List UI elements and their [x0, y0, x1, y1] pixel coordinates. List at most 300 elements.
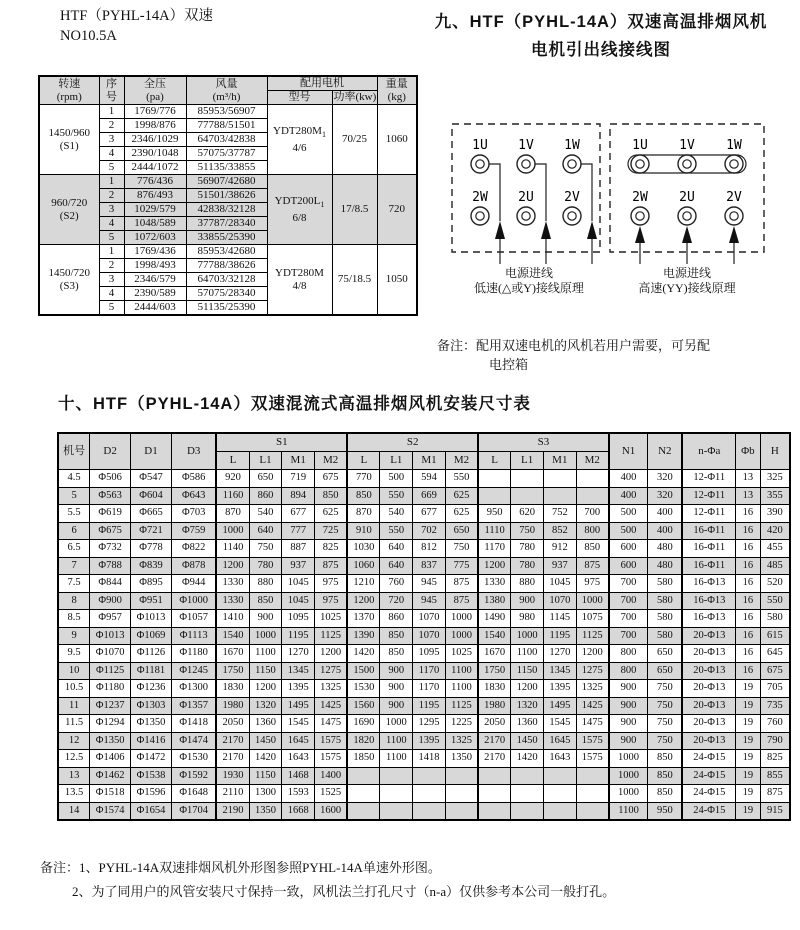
col-d2: D2 — [90, 433, 131, 470]
terminal-label: 1V — [679, 138, 695, 153]
dim-cell: 1495 — [282, 697, 315, 715]
dim-cell: 1200 — [216, 557, 249, 575]
dim-cell: 20-Φ13 — [682, 697, 735, 715]
dim-cell: 1450 — [511, 732, 544, 750]
dim-cell: 850 — [648, 767, 683, 785]
col-s2-m2: M2 — [445, 452, 478, 470]
flow-cell: 51135/33855 — [186, 161, 267, 175]
wire — [489, 164, 500, 221]
dim-cell: 1575 — [315, 732, 348, 750]
model-line1: HTF（PYHL-14A）双速 — [60, 8, 214, 24]
dim-cell: 900 — [511, 592, 544, 610]
dim-cell — [543, 785, 576, 803]
dim-cell: 1690 — [347, 715, 380, 733]
dim-cell: 13 — [736, 487, 761, 505]
dim-cell: 1830 — [216, 680, 249, 698]
dim-cell: Φ822 — [171, 540, 216, 558]
dim-cell: 1170 — [478, 540, 511, 558]
dim-cell: 540 — [380, 505, 413, 523]
dim-cell: 850 — [380, 645, 413, 663]
dim-cell: 850 — [648, 785, 683, 803]
dim-cell: 800 — [609, 662, 648, 680]
dim-cell: Φ788 — [90, 557, 131, 575]
seq-cell: 2 — [99, 189, 124, 203]
dim-cell: 1750 — [216, 662, 249, 680]
flow-cell: 51135/25390 — [186, 301, 267, 316]
dim-cell: 4.5 — [58, 470, 90, 488]
dim-cell: 5 — [58, 487, 90, 505]
dim-cell: 24-Φ15 — [682, 785, 735, 803]
dim-cell: Φ951 — [131, 592, 172, 610]
dim-cell: 24-Φ15 — [682, 750, 735, 768]
dim-cell: 16 — [736, 610, 761, 628]
dim-cell: 750 — [249, 540, 282, 558]
dim-cell: Φ1530 — [171, 750, 216, 768]
dim-cell: 950 — [648, 802, 683, 820]
dim-cell: 1330 — [216, 592, 249, 610]
dim-cell: 11 — [58, 697, 90, 715]
dim-cell: 16 — [736, 627, 761, 645]
dim-cell: 875 — [315, 557, 348, 575]
dim-cell: 12-Φ11 — [682, 505, 735, 523]
dim-row — [58, 487, 790, 505]
dim-cell: 2170 — [478, 732, 511, 750]
motor-model-cell: $YDT280M_1$ 4/6 — [267, 105, 332, 175]
dim-cell: 825 — [760, 750, 790, 768]
seq-cell: 2 — [99, 119, 124, 133]
col-seq: 序 号 — [99, 76, 124, 105]
dim-cell — [543, 802, 576, 820]
dim-cell: 920 — [216, 470, 249, 488]
pressure-cell: 1998/876 — [124, 119, 186, 133]
dim-cell: 650 — [249, 470, 282, 488]
dim-cell: 480 — [648, 540, 683, 558]
col-s3-l: L — [478, 452, 511, 470]
dim-cell — [511, 767, 544, 785]
dim-cell: 1100 — [445, 680, 478, 698]
dim-cell: 1045 — [282, 592, 315, 610]
pressure-cell: 2390/1048 — [124, 147, 186, 161]
dim-cell: 16 — [736, 592, 761, 610]
dim-cell: 1125 — [445, 697, 478, 715]
dim-cell: 1275 — [576, 662, 609, 680]
dim-cell: 1140 — [216, 540, 249, 558]
dim-cell: 1575 — [576, 750, 609, 768]
dim-cell: 1325 — [445, 732, 478, 750]
dim-cell: 750 — [511, 522, 544, 540]
dim-cell: 1200 — [511, 680, 544, 698]
dim-cell: Φ1245 — [171, 662, 216, 680]
dim-cell: 400 — [648, 505, 683, 523]
footnotes — [40, 858, 615, 901]
flow-cell: 85953/42680 — [186, 245, 267, 259]
dim-cell: 550 — [380, 487, 413, 505]
dim-cell: 1380 — [478, 592, 511, 610]
dim-cell: Φ1069 — [131, 627, 172, 645]
dim-cell: 485 — [760, 557, 790, 575]
dim-cell: 700 — [609, 575, 648, 593]
dim-cell: 1560 — [347, 697, 380, 715]
pressure-cell: 1769/436 — [124, 245, 186, 259]
dim-cell: Φ957 — [90, 610, 131, 628]
col-n2: N2 — [648, 433, 683, 470]
dim-cell: 1350 — [249, 802, 282, 820]
dim-cell: 1045 — [282, 575, 315, 593]
dim-cell: Φ1418 — [171, 715, 216, 733]
dim-cell: 915 — [760, 802, 790, 820]
dim-row — [58, 680, 790, 698]
dim-cell: 1645 — [282, 732, 315, 750]
dim-cell: 850 — [347, 487, 380, 505]
speed-cell: 1450/960 (S1) — [39, 105, 99, 175]
dim-cell — [576, 785, 609, 803]
dim-cell: Φ1574 — [90, 802, 131, 820]
dim-cell: 1420 — [249, 750, 282, 768]
dim-cell: 900 — [380, 697, 413, 715]
dim-cell: 677 — [413, 505, 446, 523]
dim-cell: 750 — [648, 697, 683, 715]
dim-cell: 675 — [315, 470, 348, 488]
dim-cell: 1425 — [315, 697, 348, 715]
col-group-s3: S3 — [478, 433, 609, 452]
dim-cell: 852 — [543, 522, 576, 540]
flow-cell: 77788/38626 — [186, 259, 267, 273]
dim-cell: 850 — [648, 750, 683, 768]
dim-header-row1 — [58, 433, 790, 452]
col-group-s1: S1 — [216, 433, 347, 452]
dim-cell: 20-Φ13 — [682, 715, 735, 733]
col-s1-l1: L1 — [249, 452, 282, 470]
motor-power-cell: 70/25 — [332, 105, 377, 175]
dim-cell: 12-Φ11 — [682, 487, 735, 505]
dim-cell: 945 — [413, 592, 446, 610]
dim-cell: Φ1592 — [171, 767, 216, 785]
dim-cell — [576, 767, 609, 785]
footnote-line1: 备注：1、PYHL-14A双速排烟风机外形图参照PYHL-14A单速外形图。 — [40, 860, 441, 875]
dim-cell: 900 — [380, 680, 413, 698]
dim-cell: Φ1126 — [131, 645, 172, 663]
seq-cell: 2 — [99, 259, 124, 273]
dim-cell: Φ1180 — [90, 680, 131, 698]
dim-cell: 900 — [609, 697, 648, 715]
dim-cell: Φ1474 — [171, 732, 216, 750]
dim-row — [58, 750, 790, 768]
dim-cell: 900 — [249, 610, 282, 628]
dim-cell: 16 — [736, 557, 761, 575]
dim-cell: 1645 — [543, 732, 576, 750]
weight-cell: 720 — [377, 175, 417, 245]
dim-cell: 19 — [736, 697, 761, 715]
dim-cell: 640 — [380, 557, 413, 575]
dim-cell: 400 — [648, 522, 683, 540]
col-d1: D1 — [131, 433, 172, 470]
low-speed-caption: 电源进线 低速(△或Y)接线原理 — [474, 266, 584, 295]
dim-cell: 880 — [249, 575, 282, 593]
dim-cell: 1490 — [478, 610, 511, 628]
dim-cell: 594 — [413, 470, 446, 488]
terminal-label: 2V — [726, 190, 742, 205]
dim-cell: 900 — [609, 715, 648, 733]
dim-cell: Φ1350 — [90, 732, 131, 750]
dim-cell: 1300 — [249, 785, 282, 803]
dim-cell: 1160 — [216, 487, 249, 505]
dim-cell: 2110 — [216, 785, 249, 803]
dim-cell: 9 — [58, 627, 90, 645]
dim-cell: Φ1357 — [171, 697, 216, 715]
dim-cell: 1150 — [511, 662, 544, 680]
dim-cell: 750 — [648, 732, 683, 750]
dim-cell: 1980 — [216, 697, 249, 715]
dim-cell: 615 — [760, 627, 790, 645]
dim-cell: Φ1070 — [90, 645, 131, 663]
dim-cell: 8.5 — [58, 610, 90, 628]
arrow-up-icon — [635, 226, 645, 243]
dim-cell: 875 — [760, 785, 790, 803]
dim-cell: Φ1125 — [90, 662, 131, 680]
dim-cell: 705 — [760, 680, 790, 698]
dim-cell: 16-Φ11 — [682, 522, 735, 540]
dim-cell: 2170 — [478, 750, 511, 768]
seq-cell: 3 — [99, 203, 124, 217]
seq-cell: 4 — [99, 147, 124, 161]
dim-cell: Φ1462 — [90, 767, 131, 785]
dim-cell: 780 — [249, 557, 282, 575]
dim-cell: 1000 — [576, 592, 609, 610]
pressure-cell: 1048/589 — [124, 217, 186, 231]
dim-cell: 16-Φ13 — [682, 610, 735, 628]
dim-cell: 16 — [736, 575, 761, 593]
terminal-label: 1U — [632, 138, 648, 153]
terminal-label: 1U — [472, 138, 488, 153]
col-motor-group: 配用电机 — [267, 76, 377, 91]
col-motor-model: 型号 — [267, 91, 332, 105]
dim-cell: 1540 — [216, 627, 249, 645]
dim-cell: 2170 — [216, 732, 249, 750]
dim-cell: 6.5 — [58, 540, 90, 558]
col-s3-m1: M1 — [543, 452, 576, 470]
terminal-label: 2V — [564, 190, 580, 205]
dim-cell: 500 — [609, 505, 648, 523]
dim-cell: 719 — [282, 470, 315, 488]
dim-cell: 1070 — [413, 627, 446, 645]
col-h: H — [760, 433, 790, 470]
speed-cell: 960/720 (S2) — [39, 175, 99, 245]
dim-cell: 24-Φ15 — [682, 802, 735, 820]
dim-cell: 1643 — [282, 750, 315, 768]
weight-cell: 1050 — [377, 245, 417, 316]
dim-cell: 580 — [648, 627, 683, 645]
dim-cell: Φ703 — [171, 505, 216, 523]
dim-cell: 1320 — [511, 697, 544, 715]
dim-cell: 1468 — [282, 767, 315, 785]
dim-cell — [478, 487, 511, 505]
dim-cell: 1000 — [609, 785, 648, 803]
dim-cell: 735 — [760, 697, 790, 715]
dim-row — [58, 802, 790, 820]
terminal-label: 1W — [726, 138, 742, 153]
dim-cell: 20-Φ13 — [682, 645, 735, 663]
dim-cell — [511, 802, 544, 820]
dim-cell: 1450 — [249, 732, 282, 750]
dim-cell: 1545 — [543, 715, 576, 733]
dim-cell: 1100 — [380, 750, 413, 768]
dim-cell: 1668 — [282, 802, 315, 820]
seq-cell: 3 — [99, 133, 124, 147]
section10-title: 十、HTF（PYHL-14A）双速混流式高温排烟风机安装尺寸表 — [58, 395, 531, 413]
dim-cell: 1095 — [282, 610, 315, 628]
dim-cell: 1270 — [543, 645, 576, 663]
flow-cell: 64703/42838 — [186, 133, 267, 147]
dim-cell: 850 — [315, 487, 348, 505]
seq-cell: 5 — [99, 231, 124, 245]
dim-cell: 980 — [511, 610, 544, 628]
dim-cell: 1000 — [380, 715, 413, 733]
dim-cell: 1100 — [249, 645, 282, 663]
dim-row — [58, 540, 790, 558]
col-s2-l1: L1 — [380, 452, 413, 470]
dim-cell: 19 — [736, 680, 761, 698]
dim-cell: 7.5 — [58, 575, 90, 593]
dim-cell: 20-Φ13 — [682, 732, 735, 750]
dim-cell: 1045 — [543, 575, 576, 593]
dim-cell: 1200 — [249, 680, 282, 698]
dim-cell: 1830 — [478, 680, 511, 698]
dim-cell: 850 — [576, 540, 609, 558]
dim-cell: 11.5 — [58, 715, 90, 733]
seq-cell: 1 — [99, 105, 124, 119]
dim-cell: 750 — [648, 715, 683, 733]
dim-cell: 1060 — [347, 557, 380, 575]
dim-cell: Φ1236 — [131, 680, 172, 698]
dim-cell: Φ944 — [171, 575, 216, 593]
dim-cell: 1100 — [609, 802, 648, 820]
col-s1-m1: M1 — [282, 452, 315, 470]
dim-cell: 1750 — [478, 662, 511, 680]
dim-cell: 1025 — [315, 610, 348, 628]
dim-cell: 325 — [760, 470, 790, 488]
dim-cell: 677 — [282, 505, 315, 523]
dim-cell: Φ1596 — [131, 785, 172, 803]
dim-cell: 1195 — [543, 627, 576, 645]
flow-cell: 42838/32128 — [186, 203, 267, 217]
dim-cell: 780 — [511, 540, 544, 558]
dim-cell: 1070 — [543, 592, 576, 610]
dim-cell: 1370 — [347, 610, 380, 628]
dim-cell: 855 — [760, 767, 790, 785]
dim-row — [58, 557, 790, 575]
dim-cell: 777 — [282, 522, 315, 540]
dim-cell — [576, 470, 609, 488]
dim-cell: 20-Φ13 — [682, 680, 735, 698]
dim-cell: 640 — [249, 522, 282, 540]
dim-row — [58, 697, 790, 715]
dim-cell: Φ1406 — [90, 750, 131, 768]
terminal-label: 1W — [564, 138, 580, 153]
flow-cell: 85953/56907 — [186, 105, 267, 119]
dim-cell: 1525 — [315, 785, 348, 803]
dim-cell: Φ839 — [131, 557, 172, 575]
dim-cell: 675 — [760, 662, 790, 680]
dim-cell: 700 — [576, 505, 609, 523]
col-n-phi-a: n-Φa — [682, 433, 735, 470]
dim-cell — [347, 767, 380, 785]
dim-cell — [445, 767, 478, 785]
terminal-label: 2U — [518, 190, 534, 205]
dim-cell: Φ895 — [131, 575, 172, 593]
dim-cell — [413, 802, 446, 820]
dim-cell: 1475 — [315, 715, 348, 733]
wiring-diagram-low-speed — [450, 122, 608, 296]
dim-cell: 1400 — [315, 767, 348, 785]
dim-cell: Φ721 — [131, 522, 172, 540]
dim-cell: 880 — [511, 575, 544, 593]
dim-cell: 1360 — [511, 715, 544, 733]
dim-row — [58, 662, 790, 680]
dim-cell: Φ506 — [90, 470, 131, 488]
dim-cell: Φ1180 — [171, 645, 216, 663]
dim-cell — [576, 487, 609, 505]
pressure-cell: 1029/579 — [124, 203, 186, 217]
dim-cell: 875 — [445, 575, 478, 593]
terminal-label: 2U — [679, 190, 695, 205]
dim-cell: 1410 — [216, 610, 249, 628]
dim-cell: 2050 — [478, 715, 511, 733]
seq-cell: 4 — [99, 287, 124, 301]
dim-cell: 1418 — [413, 750, 446, 768]
dim-cell: 355 — [760, 487, 790, 505]
dim-cell: Φ643 — [171, 487, 216, 505]
dim-cell: Φ1013 — [90, 627, 131, 645]
dim-cell: 1295 — [413, 715, 446, 733]
pressure-cell: 2444/603 — [124, 301, 186, 316]
dim-cell: 320 — [648, 487, 683, 505]
flow-cell: 57075/37787 — [186, 147, 267, 161]
dim-cell: 1475 — [576, 715, 609, 733]
dim-cell: 700 — [609, 610, 648, 628]
dim-cell: 1330 — [478, 575, 511, 593]
dim-cell: 9.5 — [58, 645, 90, 663]
dim-cell: 1200 — [576, 645, 609, 663]
dim-cell: 1100 — [445, 662, 478, 680]
dim-cell: Φ1057 — [171, 610, 216, 628]
flow-cell: 56907/42680 — [186, 175, 267, 189]
dim-cell: 6 — [58, 522, 90, 540]
perf-row — [39, 105, 417, 119]
dim-cell: 400 — [609, 470, 648, 488]
dim-cell: 760 — [760, 715, 790, 733]
dim-row — [58, 627, 790, 645]
pressure-cell: 1769/776 — [124, 105, 186, 119]
col-s3-m2: M2 — [576, 452, 609, 470]
dim-cell — [576, 802, 609, 820]
flow-cell: 77788/51501 — [186, 119, 267, 133]
dim-cell: 894 — [282, 487, 315, 505]
dim-cell: 850 — [249, 592, 282, 610]
dim-cell: 640 — [380, 540, 413, 558]
dim-cell: 1395 — [413, 732, 446, 750]
dim-cell: 580 — [648, 610, 683, 628]
dim-cell — [478, 785, 511, 803]
dim-cell: 1270 — [282, 645, 315, 663]
dim-row — [58, 505, 790, 523]
dim-cell: 1275 — [315, 662, 348, 680]
dim-cell: 16 — [736, 505, 761, 523]
dim-cell: 910 — [347, 522, 380, 540]
dim-cell: 1195 — [413, 697, 446, 715]
dim-cell: Φ1648 — [171, 785, 216, 803]
dim-cell: 5.5 — [58, 505, 90, 523]
dim-cell: 645 — [760, 645, 790, 663]
